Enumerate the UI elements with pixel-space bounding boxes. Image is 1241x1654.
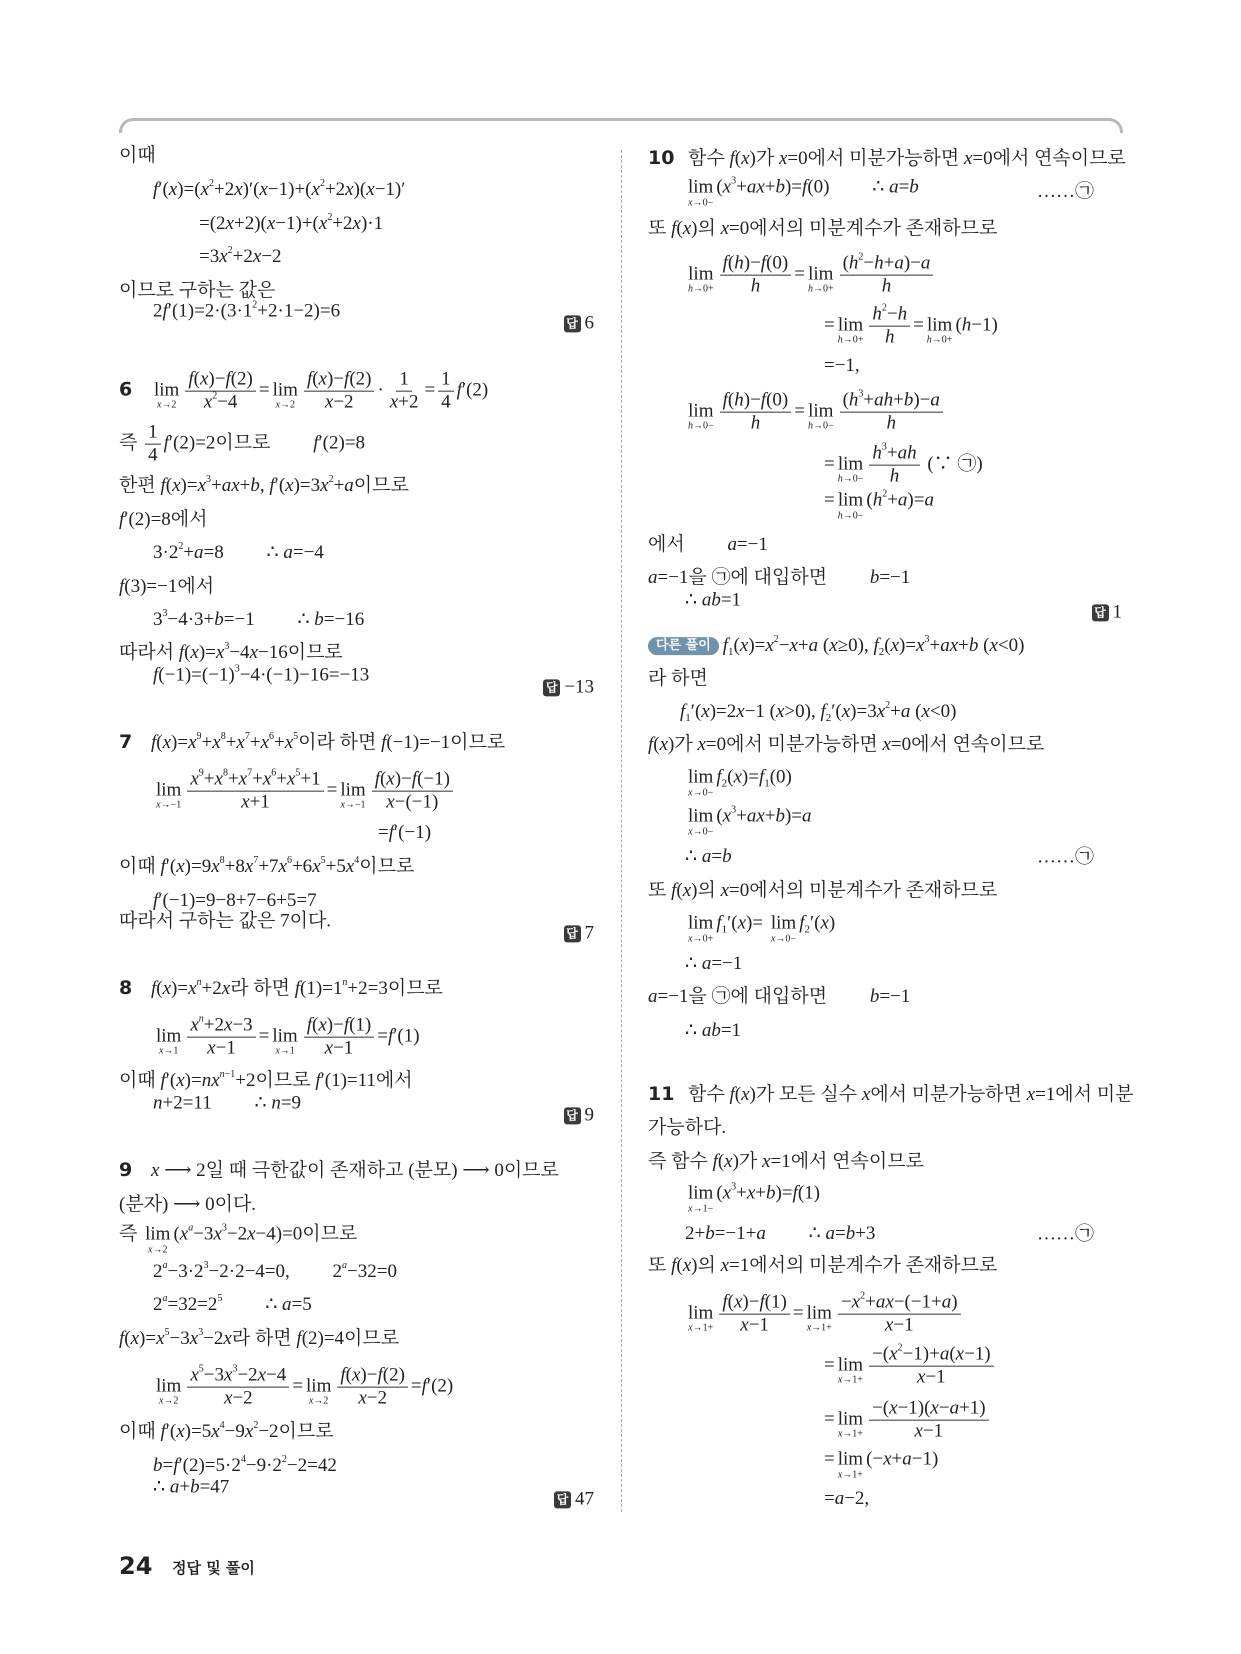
math-text: =−1, (824, 355, 860, 377)
problem-number: 11 (648, 1083, 675, 1106)
solution-line (119, 1091, 594, 1139)
problem-10-start (648, 147, 1126, 171)
solution-line (648, 533, 1122, 557)
solution-line (119, 178, 594, 202)
limit: lim x→1+ (806, 1302, 832, 1335)
math-text: 가능하다. (648, 1117, 727, 1139)
math-text: = lim h→0− $\frac{h^3+ah}{h}$ (∵ ㉠) (824, 441, 983, 487)
problem-11-start (648, 1083, 1134, 1107)
solution-line (648, 253, 1122, 298)
fraction: $\frac{f(x)-f(2)}{x-2}$ (337, 1365, 408, 1410)
fraction: $\frac{x^9+x^8+x^7+x^6+x^5+1}{x+1}$ (187, 769, 323, 814)
solution-line (119, 1193, 594, 1217)
solution-line (648, 354, 1122, 378)
limit: lim x→0− (688, 805, 714, 838)
solution-line (119, 245, 594, 269)
answer-mark: 답 −13 (543, 675, 594, 699)
solution-line (648, 1487, 1122, 1511)
math-text: $=3x^2+2x-2$ (199, 245, 282, 268)
math-text: $f_1'(x)=2x-1$ (x>0), $f_2'(x)=3x^2+a$ (x<0) (680, 700, 957, 725)
fraction: $\frac{h^3+ah}{h}$ (869, 443, 919, 488)
solution-line (648, 879, 1122, 903)
math-text: = lim x→1+ (−x+a−1) (824, 1448, 939, 1481)
math-text: $f'(x)=(x^2+2x)'(x-1)+(x^2+2x)(x-1)'$ (153, 178, 406, 201)
limit: lim h→0+ (837, 314, 864, 347)
math-text: lim x→0− $f_2(x)=f_1(0)$ (688, 766, 792, 799)
solution-line (648, 667, 1122, 691)
equation-tag: ……㉠ (1036, 1223, 1094, 1245)
solution-line (648, 1182, 1122, 1215)
solution-line (119, 575, 594, 599)
limit: lim x→1+ (837, 1354, 864, 1387)
math-text: 2+b=−1+a ∴ a=b+3 (685, 1223, 876, 1245)
math-text: $b=f'(2)=5\cdot 2^4-9\cdot 2^2-2=42$ (153, 1454, 337, 1477)
equation-tag: ……㉠ (1036, 846, 1094, 868)
math-text: 함수 f(x)가 모든 실수 x에서 미분가능하면 x=1에서 미분 (688, 1084, 1134, 1106)
math-text: = lim h→0+ $\frac{h^2-h}{h}$ = lim h→0+ (h−1) (824, 302, 998, 348)
limit: lim x→0− (688, 176, 714, 209)
math-text: a=−1을 ㉠에 대입하면 b=−1 (648, 567, 911, 589)
math-text: lim x→2 $\frac{x^5-3x^3-2x-4}{x-2}$ = lim x→2 $\frac{f(x)-f(2)}{x-2}$ =f′(2) (156, 1363, 454, 1409)
limit: lim h→0+ (926, 314, 953, 347)
answer-mark: 답 1 (1092, 600, 1123, 624)
math-text: 이때 $f'(x)=nx^{n-1}+2$이므로 f′(1)=11에서 (119, 1069, 413, 1092)
limit: lim x→2 (272, 379, 298, 412)
fraction: $\frac{f(x)-f(1)}{x-1}$ (304, 1015, 375, 1060)
solution-line (648, 304, 1122, 349)
solution-line (119, 1475, 594, 1523)
solution-line (648, 1398, 1122, 1443)
fraction: $\frac{1}{4}$ (438, 369, 454, 414)
math-text: $3^3-4\cdot 3+b=-1$ ∴ b=−16 (153, 608, 365, 631)
math-text: lim x→0+ $f_1'(x)=$ lim x→0− $f_2'(x)$ (688, 912, 836, 945)
solution-line (648, 217, 1122, 241)
solution-line (648, 1292, 1122, 1337)
math-text: $2f'(1)=2\cdot(3\cdot 1^2+2\cdot 1-2)=6$ (153, 299, 341, 322)
fraction: $\frac{f(x)-f(2)}{x-2}$ (304, 369, 375, 414)
solution-line (648, 390, 1122, 435)
math-text: $3\cdot 2^2+a=8$ ∴ a=−4 (153, 541, 324, 564)
fraction: $\frac{x^5-3x^3-2x-4}{x-2}$ (187, 1365, 289, 1410)
limit: lim x→2 (154, 379, 180, 412)
limit: lim x→0− (688, 766, 714, 799)
math-text: lim x→0− $(x^3+ax+b)=f(0)$ ∴ a=b (688, 175, 919, 209)
solution-line (648, 805, 1122, 838)
solution-line (648, 443, 1122, 488)
limit: lim x→0− (770, 912, 797, 945)
math-text: 한편 $f(x)=x^3+ax+b$, $f'(x)=3x^2+a$이므로 (119, 474, 409, 497)
solution-line (648, 700, 1122, 724)
math-text: x ⟶ 2일 때 극한값이 존재하고 (분모) ⟶ 0이므로 (151, 1160, 559, 1182)
solution-line (119, 855, 594, 879)
solution-line (119, 1293, 594, 1317)
problem-number: 10 (648, 147, 675, 170)
math-text: 즉 lim x→2 $(x^a-3x^3-2x-4)=0$이므로 (119, 1222, 358, 1256)
limit: lim x→1 (156, 1025, 182, 1058)
math-text: lim x→1+ $\frac{f(x)-f(1)}{x-1}$ = lim x→1+ $\frac{-x^2+ax-(-1+a)}{x-1}$ (685, 1302, 964, 1323)
problem-number: 7 (119, 731, 133, 754)
fraction: $\frac{h^2-h}{h}$ (869, 304, 910, 349)
fraction: $\frac{f(x)-f(1)}{x-1}$ (719, 1292, 790, 1337)
math-text: = lim h→0− $(h^2+a)=a$ (824, 488, 934, 522)
limit: lim x→1+ (688, 1302, 714, 1335)
solution-line (648, 1254, 1122, 1278)
solution-line (648, 176, 1122, 209)
math-text: ∴ ab=1 (685, 1020, 742, 1042)
limit: lim h→0− (837, 453, 864, 486)
solution-line (119, 1069, 594, 1093)
solution-line (119, 1015, 594, 1060)
solution-line (119, 641, 594, 665)
limit: lim x→1− (688, 1182, 714, 1215)
alternative-solution-badge: 다른 풀이 (648, 637, 719, 655)
math-text: lim x→0− $(x^3+ax+b)=a$ (688, 804, 812, 838)
math-text: 함수 f(x)가 x=0에서 미분가능하면 x=0에서 연속이므로 (688, 148, 1126, 170)
fraction: $\frac{(h^3+ah+b)-a}{h}$ (840, 390, 943, 435)
math-text: =f′(−1) (378, 822, 432, 844)
page-header-rule (119, 118, 1123, 133)
math-text: 이므로 구하는 값은 (119, 280, 276, 302)
solution-line (119, 608, 594, 632)
solution-line (648, 1150, 1122, 1174)
math-text: $=(2x+2)(x-1)+(x^2+2x)\cdot 1$ (199, 212, 384, 235)
problem-6-start (119, 369, 594, 414)
solution-line (648, 588, 1122, 636)
math-text: ∴ a=−1 (685, 953, 743, 975)
solution-line (119, 541, 594, 565)
solution-line (119, 474, 594, 498)
problem-number: 6 (119, 378, 133, 401)
solution-line (648, 952, 1122, 976)
fraction: $\frac{-(x-1)(x-a+1)}{x-1}$ (869, 1398, 989, 1443)
limit: lim x→1+ (837, 1408, 864, 1441)
solution-line (119, 508, 594, 532)
problem-9-start (119, 1159, 594, 1183)
math-text: 이때 $f'(x)=9x^8+8x^7+7x^6+6x^5+5x^4$이므로 (119, 855, 415, 878)
solution-line (119, 821, 594, 845)
limit: lim h→0− (807, 400, 834, 433)
fraction: $\frac{f(x)-f(2)}{x^2-4}$ (185, 369, 256, 414)
math-text: $f(-1)=(-1)^3-4\cdot(-1)-16=-13$ (153, 663, 370, 686)
answer-mark: 답 7 (564, 921, 595, 945)
math-text: lim h→0+ $\frac{f(h)-f(0)}{h}$ = lim h→0+ $\frac{(h^2-h+a)-a}{h}$ (685, 263, 936, 284)
fraction: $\frac{1}{x+2}$ (389, 368, 419, 413)
solution-line (648, 1116, 1122, 1140)
math-text: 또 f(x)의 x=0에서의 미분계수가 존재하므로 (648, 880, 998, 902)
fraction: $\frac{(h^2-h+a)-a}{h}$ (840, 253, 934, 298)
math-text: lim h→0− $\frac{f(h)-f(0)}{h}$ = lim h→0− $\frac{(h^3+ah+b)-a}{h}$ (685, 400, 946, 421)
answer-badge-icon: 답 (564, 925, 581, 942)
problem-7-start (119, 731, 594, 755)
math-text: $2^a=32=2^5$ ∴ a=5 (153, 1293, 312, 1316)
math-text: ∴ a=b (685, 846, 732, 868)
solution-line (119, 1223, 594, 1256)
math-text: 따라서 $f(x)=x^3-4x-16$이므로 (119, 641, 343, 664)
math-text: 즉 함수 f(x)가 x=1에서 연속이므로 (648, 1151, 924, 1173)
solution-line (119, 909, 594, 957)
math-text: 또 f(x)의 x=0에서의 미분계수가 존재하므로 (648, 218, 998, 240)
answer-badge-icon: 답 (554, 1491, 571, 1508)
problem-number: 9 (119, 1159, 133, 1182)
math-text: 에서 a=−1 (648, 534, 768, 556)
solution-line (648, 845, 1122, 869)
problem-8-start (119, 977, 594, 1001)
limit: lim x→0+ (688, 912, 714, 945)
math-text: = lim x→1+ $\frac{-(x^2-1)+a(x-1)}{x-1}$ (824, 1354, 997, 1375)
solution-line (119, 769, 594, 814)
solution-line (648, 912, 1122, 945)
math-text: lim x→−1 $\frac{x^9+x^8+x^7+x^6+x^5+1}{x+1}$ = lim x→−1 $\frac{f(x)-f(-1)}{x-(-1)}$ (153, 779, 456, 800)
limit: lim x→2 (145, 1223, 171, 1256)
math-text: $f(x)=x^5-3x^3-2x$라 하면 f(2)=4이므로 (119, 1327, 400, 1350)
math-text: 또 f(x)의 x=1에서의 미분계수가 존재하므로 (648, 1255, 998, 1277)
math-text: f′(2)=8에서 (119, 509, 208, 531)
math-text: $f(x)=x^n+2x$라 하면 $f(1)=1^n+2=3$이므로 (151, 977, 443, 1000)
solution-line (648, 766, 1122, 799)
solution-line (119, 422, 594, 467)
solution-line (119, 144, 594, 168)
solution-line (119, 663, 594, 711)
solution-line (648, 1448, 1122, 1481)
solution-line (648, 566, 1122, 590)
fraction: $\frac{-(x^2-1)+a(x-1)}{x-1}$ (869, 1344, 994, 1389)
solution-line (119, 1327, 594, 1351)
page-number: 24 (119, 1552, 153, 1580)
fraction: $\frac{1}{4}$ (145, 422, 161, 467)
limit: lim h→0− (688, 400, 714, 433)
math-text: =a−2, (824, 1488, 870, 1510)
fraction: $\frac{f(h)-f(0)}{h}$ (720, 253, 792, 298)
answer-badge-icon: 답 (543, 679, 560, 696)
equation-tag: ……㉠ (1036, 181, 1094, 203)
math-text: 라 하면 (648, 668, 708, 690)
limit: lim h→0+ (807, 263, 834, 296)
solution-line (648, 1222, 1122, 1246)
math-text: f(3)=−1에서 (119, 576, 215, 598)
answer-mark: 답 6 (564, 311, 595, 335)
solution-line (648, 985, 1122, 1009)
solution-line (119, 212, 594, 236)
limit: lim x→2 (156, 1375, 182, 1408)
solution-line (119, 299, 594, 347)
math-text: (분자) ⟶ 0이다. (119, 1194, 257, 1216)
math-text: f(x)가 x=0에서 미분가능하면 x=0에서 연속이므로 (648, 734, 1045, 756)
solution-line (648, 1344, 1122, 1389)
math-text: lim x→1− $(x^3+x+b)=f(1)$ (688, 1181, 820, 1215)
solution-line (648, 1019, 1122, 1043)
math-text: $f_1(x)=x^2-x+a$ (x≥0), $f_2(x)=x^3+ax+b$ (x<0) (722, 634, 1025, 659)
math-text: $2^a-3\cdot 2^3-2\cdot 2-4=0$, $2^a-32=0$ (153, 1260, 397, 1283)
math-text: 이때 (119, 145, 156, 167)
answer-mark: 답 47 (554, 1487, 594, 1511)
answer-mark: 답 9 (564, 1103, 595, 1127)
answer-badge-icon: 답 (1092, 604, 1109, 621)
limit: lim x→1 (272, 1025, 298, 1058)
column-divider (621, 150, 622, 1512)
math-text: $f(x)=x^9+x^8+x^7+x^6+x^5$이라 하면 f(−1)=−1이므로 (151, 731, 506, 754)
math-text: 즉 $\frac{1}{4}$ f′(2)=2이므로 f′(2)=8 (119, 421, 366, 466)
math-text: ∴ a+b=47 (153, 1476, 230, 1498)
math-text: a=−1을 ㉠에 대입하면 b=−1 (648, 986, 911, 1008)
fraction: $\frac{-x^2+ax-(-1+a)}{x-1}$ (838, 1292, 961, 1337)
fraction: $\frac{x^n+2x-3}{x-1}$ (187, 1015, 255, 1060)
solution-line (119, 1365, 594, 1410)
fraction: $\frac{f(x)-f(-1)}{x-(-1)}$ (372, 769, 453, 814)
fraction: $\frac{f(h)-f(0)}{h}$ (720, 390, 792, 435)
limit: lim x→1+ (837, 1448, 864, 1481)
limit: lim x→−1 (340, 779, 366, 812)
solution-line (648, 489, 1122, 522)
solution-line (119, 1260, 594, 1284)
solution-line (119, 1420, 594, 1444)
math-text: f′(−1)=9−8+7−6+5=7 (153, 890, 317, 912)
answer-badge-icon: 답 (564, 1107, 581, 1124)
math-text: 이때 $f'(x)=5x^4-9x^2-2$이므로 (119, 1420, 334, 1443)
math-text: = lim x→1+ $\frac{-(x-1)(x-a+1)}{x-1}$ (824, 1408, 992, 1429)
math-text: 따라서 구하는 값은 7이다. (119, 910, 332, 932)
solution-line (648, 634, 1122, 658)
solution-line (648, 733, 1122, 757)
math-text: ∴ ab=1 (685, 589, 742, 611)
limit: lim x→−1 (156, 779, 182, 812)
math-text: n+2=11 ∴ n=9 (153, 1092, 302, 1114)
math-text: lim x→1 $\frac{x^n+2x-3}{x-1}$ = lim x→1 $\frac{f(x)-f(1)}{x-1}$ =f′(1) (156, 1013, 420, 1059)
limit: lim x→2 (306, 1375, 332, 1408)
section-title: 정답 및 풀이 (172, 1559, 255, 1577)
problem-number: 8 (119, 977, 133, 1000)
limit: lim h→0+ (688, 263, 714, 296)
limit: lim h→0− (837, 489, 864, 522)
math-text: lim x→2 $\frac{f(x)-f(2)}{x^2-4}$ = lim x→2 $\frac{f(x)-f(2)}{x-2}$ · $\frac{1}{x+2}$ = $\frac{1}{4}$ f′(2) (154, 368, 489, 413)
answer-badge-icon: 답 (564, 315, 581, 332)
